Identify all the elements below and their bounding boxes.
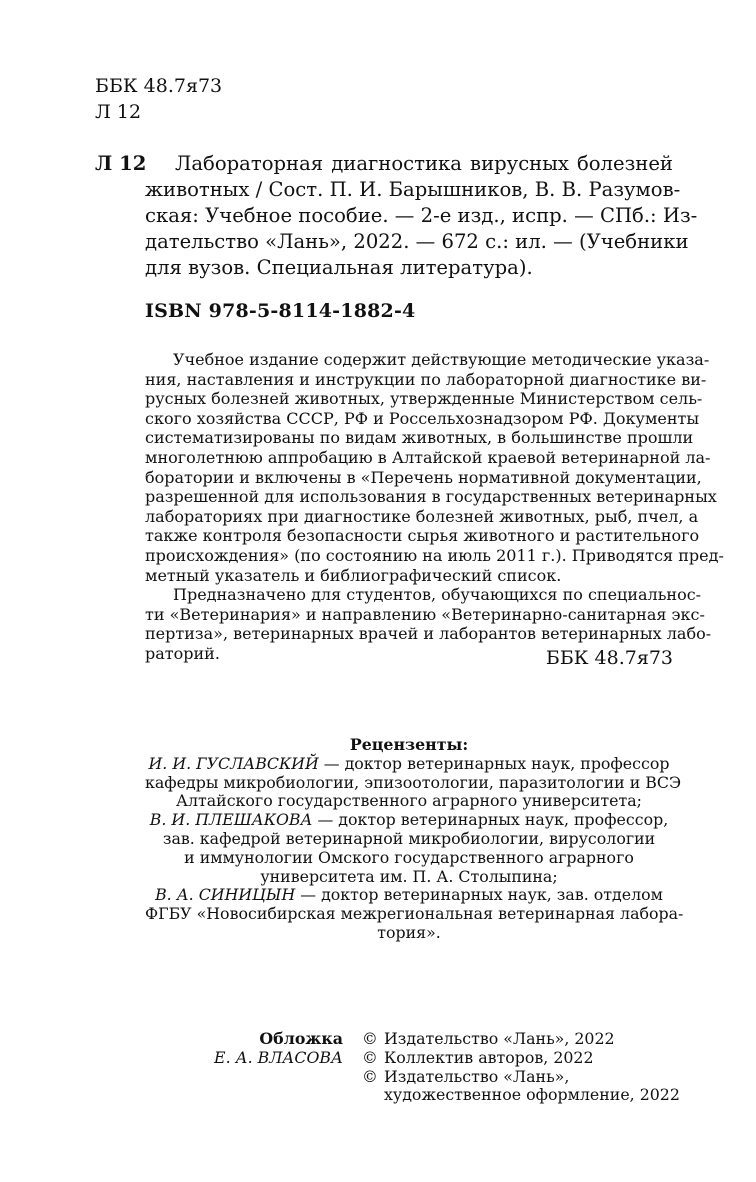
annotation: [145, 350, 724, 664]
author-mark: Л 12: [95, 101, 142, 123]
bbk-index-bottom: ББК 48.7я73: [545, 647, 673, 669]
annotation-line: лабораториях при диагностике болезней животных, рыб, пчел, а: [145, 506, 699, 526]
bibliographic-record: [95, 151, 698, 291]
annotation-line: многолетнюю аппробацию в Алтайской краевой ветеринарной ла-: [145, 447, 711, 467]
bibliographic-line: животных / Сост. П. И. Барышников, В. В. Разумов-: [145, 178, 681, 201]
reviewers-title: Рецензенты:: [349, 735, 469, 754]
reviewers-block: [145, 735, 684, 943]
copyright-block: [362, 1030, 680, 1105]
bibliographic-line: ская: Учебное пособие. — 2-е изд., испр. — СПб.: Из-: [145, 204, 698, 227]
annotation-line: Учебное издание содержит действующие методические указа-: [173, 350, 710, 369]
reviewer-line: тория».: [377, 922, 441, 942]
copyright-line-continued: художественное оформление, 2022: [384, 1085, 680, 1105]
annotation-line: боратории и включены в «Перечень нормативной документации,: [145, 467, 702, 487]
annotation-line: русных болезней животных, утвержденные Министерством сель-: [145, 389, 703, 409]
copyright-icon: ©: [362, 1047, 378, 1067]
annotation-line: метный указатель и библиографический список.: [145, 565, 562, 585]
annotation-line: происхождения» (по состоянию на июль 2011 г.). Приводятся пред-: [145, 545, 724, 565]
cover-artist: Е. А. ВЛАСОВА: [214, 1047, 343, 1067]
reviewer-name: В. А. СИНИЦЫН: [155, 885, 296, 905]
reviewer-line: ФГБУ «Новосибирская межрегиональная ветеринарная лабора-: [145, 904, 684, 924]
bbk-index-top: ББК 48.7я73: [95, 75, 223, 97]
annotation-line: ского хозяйства СССР, РФ и Россельхознадзором РФ. Документы: [145, 408, 700, 428]
annotation-line: пертиза», ветеринарных врачей и лаборантов ветеринарных лабо-: [145, 624, 712, 644]
reviewer-line: Алтайского государственного аграрного университета;: [176, 791, 642, 811]
reviewer-line: В. И. ПЛЕШАКОВА — доктор ветеринарных наук, профессор,: [149, 810, 669, 830]
annotation-line: раторий.: [145, 643, 220, 663]
copyright-line: © Издательство «Лань», 2022: [362, 1029, 615, 1048]
annotation-line: ния, наставления и инструкции по лабораторной диагностике ви-: [145, 369, 707, 389]
reviewer-name: И. И. ГУСЛАВСКИЙ: [148, 753, 319, 773]
bibliographic-line: дательство «Лань», 2022. — 672 с.: ил. — (Учебники: [145, 230, 689, 253]
copyright-icon: ©: [362, 1066, 378, 1086]
copyright-line: © Издательство «Лань»,: [362, 1066, 570, 1086]
annotation-line: Предназначено для студентов, обучающихся по специальнос-: [173, 585, 702, 605]
copyright-icon: ©: [362, 1029, 378, 1048]
reviewer-line: кафедры микробиологии, эпизоотологии, паразитологии и ВСЭ: [145, 772, 682, 792]
reviewer-line: университета им. П. А. Столыпина;: [260, 866, 558, 886]
reviewer-line: В. А. СИНИЦЫН — доктор ветеринарных наук, зав. отделом: [155, 885, 663, 905]
reviewer-line: и иммунологии Омского государственного аграрного: [184, 847, 634, 867]
annotation-line: также контроля безопасности сырья животного и растительного: [145, 526, 700, 546]
reviewer-line: И. И. ГУСЛАВСКИЙ — доктор ветеринарных наук, профессор: [148, 753, 670, 773]
reviewer-name: В. И. ПЛЕШАКОВА: [149, 810, 313, 830]
annotation-line: ти «Ветеринария» и направлению «Ветеринарно-санитарная экс-: [145, 604, 705, 624]
copyright-line: © Коллектив авторов, 2022: [362, 1047, 594, 1067]
isbn: ISBN 978-5-8114-1882-4: [145, 300, 416, 322]
bibliographic-line: Лабораторная диагностика вирусных болезней: [175, 152, 673, 175]
author-mark-bold: Л 12: [95, 152, 147, 175]
bibliographic-line: для вузов. Специальная литература).: [145, 256, 533, 279]
cover-label: Обложка: [259, 1029, 343, 1048]
annotation-line: систематизированы по видам животных, в большинстве прошли: [145, 428, 694, 448]
annotation-line: разрешенной для использования в государственных ветеринарных: [145, 487, 717, 507]
reviewer-line: зав. кафедрой ветеринарной микробиологии, вирусологии: [162, 828, 656, 848]
cover-credit: [95, 1030, 343, 1068]
